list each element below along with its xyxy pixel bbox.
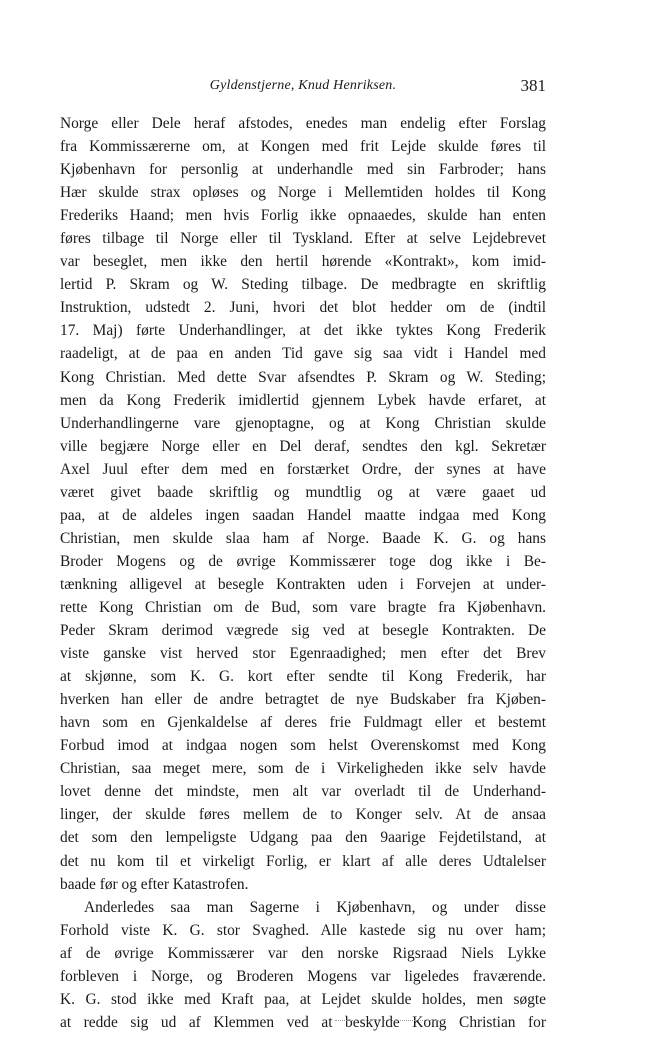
text-line: Frederiks Haand; men hvis Forlig ikke opnaaedes, skulde han enten	[60, 207, 546, 225]
text-line: 17. Maj) førte Underhandlinger, at det ikke tyktes Kong Frederik	[60, 322, 546, 340]
text-line: hverken han eller de andre betragtet de nye Budskaber fra Kjøben-	[60, 691, 546, 709]
text-line: havn som en Gjenkaldelse af deres frie Fuldmagt eller et bestemt	[60, 714, 546, 732]
text-line: baade før og efter Katastrofen.	[60, 875, 249, 893]
text-line: raadeligt, at de paa en anden Tid gave sig saa vidt i Handel med	[60, 345, 546, 363]
text-line: lertid P. Skram og W. Steding tilbage. De medbragte en skriftlig	[60, 276, 546, 294]
text-line: fra Kommissærerne om, at Kongen med frit Lejde skulde føres til	[60, 138, 546, 156]
text-line: været givet baade skriftlig og mundtlig og at være gaaet ud	[60, 483, 546, 501]
text-line: Anderledes saa man Sagerne i Kjøbenhavn, og under disse	[84, 898, 546, 916]
text-line: viste ganske vist herved stor Egenraadighed; men efter det Brev	[60, 645, 546, 663]
text-line: Underhandlingerne vare gjenoptagne, og at Kong Christian skulde	[60, 414, 546, 432]
text-line: Christian, men skulde slaa ham af Norge. Baade K. G. og hans	[60, 529, 546, 547]
text-line: det nu kom til et virkeligt Forlig, er klart af alle deres Udtalelser	[60, 852, 546, 870]
text-line: føres tilbage til Norge eller til Tyskland. Efter at selve Lejdebrevet	[60, 230, 546, 248]
text-line: Instruktion, udstedt 2. Juni, hvori det blot hedder om de (indtil	[60, 299, 546, 317]
text-line: Norge eller Dele heraf afstodes, enedes man endelig efter Forslag	[60, 115, 546, 132]
text-line: at skjønne, som K. G. kort efter sendte til Kong Frederik, har	[60, 668, 546, 686]
text-line: tænkning alligevel at besegle Kontrakten uden i Forvejen at under-	[60, 575, 546, 593]
text-line: lovet denne det mindste, men alt var overladt til de Underhand-	[60, 783, 546, 801]
text-line: Kong Christian. Med dette Svar afsendtes P. Skram og W. Steding;	[60, 368, 546, 386]
running-title: Gyldenstjerne, Knud Henriksen.	[209, 78, 397, 93]
text-line: Peder Skram derimod vægrede sig ved at besegle Kontrakten. De	[60, 622, 546, 640]
text-line: af de øvrige Kommissærer var den norske Rigsraad Niels Lykke	[60, 944, 546, 962]
body-text	[60, 112, 546, 1034]
text-line: Broder Mogens og de øvrige Kommissærer toge dog ikke i Be-	[60, 552, 546, 570]
text-line: men da Kong Frederik imidlertid gjennem Lybek havde erfaret, at	[60, 391, 546, 409]
text-line: Hær skulde strax opløses og Norge i Mellemtiden holdes til Kong	[60, 184, 546, 202]
text-line: linger, der skulde føres mellem de to Konger selv. At de ansaa	[60, 806, 546, 824]
text-line: rette Kong Christian om de Bud, som vare bragte fra Kjøbenhavn.	[60, 598, 546, 616]
text-line: forbleven i Norge, og Broderen Mogens var ligeledes fraværende.	[60, 967, 546, 985]
text-line: det som den lempeligste Udgang paa den 9aarige Fejdetilstand, at	[60, 829, 546, 847]
print-mark	[335, 1020, 445, 1021]
text-line: K. G. stod ikke med Kraft paa, at Lejdet skulde holdes, men søgte	[60, 990, 546, 1008]
text-line: paa, at de aldeles ingen saadan Handel maatte indgaa med Kong	[60, 506, 546, 524]
running-head	[60, 78, 546, 100]
text-line: ville begjære Norge eller en Del deraf, sendtes den kgl. Sekretær	[60, 437, 546, 455]
text-line: Axel Juul efter dem med en forstærket Ordre, der synes at have	[60, 460, 546, 478]
text-line: Forhold viste K. G. stor Svaghed. Alle kastede sig nu over ham;	[60, 921, 546, 939]
text-line: at redde sig ud af Klemmen ved at beskylde Kong Christian for	[60, 1013, 546, 1031]
page-number: 381	[520, 76, 546, 95]
text-line: var beseglet, men ikke den hertil hørende «Kontrakt», kom imid-	[60, 253, 546, 271]
text-line: Kjøbenhavn for personlig at underhandle med sin Farbroder; hans	[60, 161, 546, 179]
text-line: Christian, saa meget mere, som de i Virkeligheden ikke selv havde	[60, 760, 546, 778]
text-line: Forbud imod at indgaa nogen som helst Overenskomst med Kong	[60, 737, 546, 755]
